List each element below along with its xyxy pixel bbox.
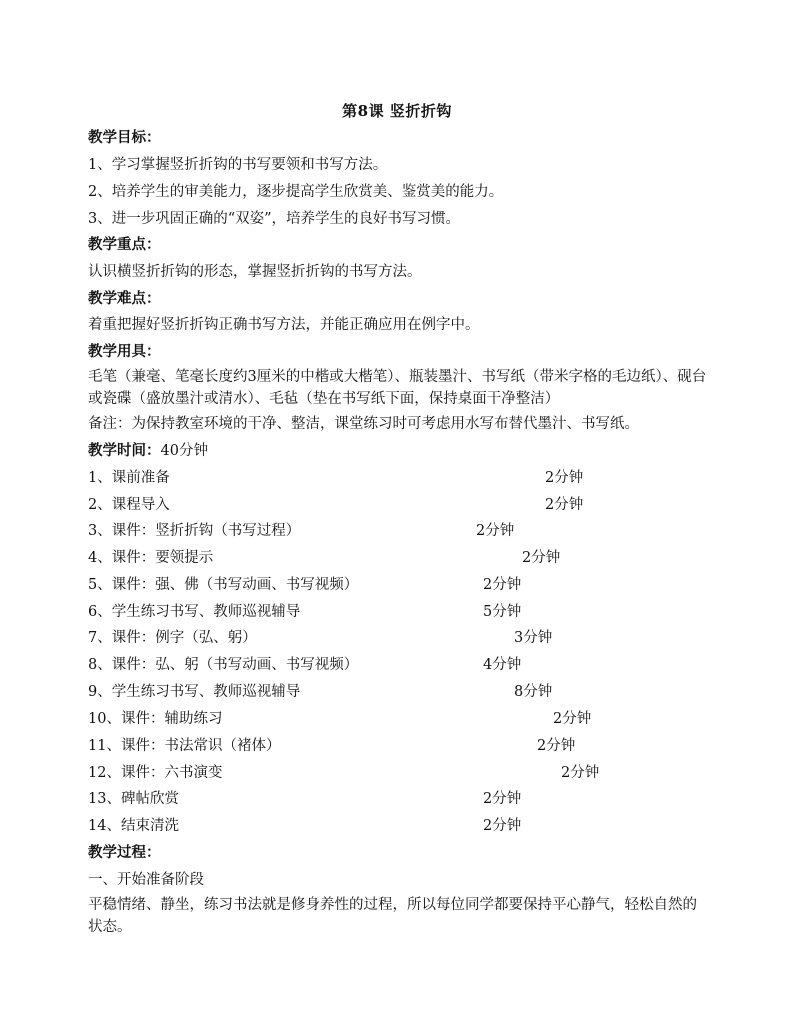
schedule-item-duration: 8分钟 xyxy=(514,684,553,700)
schedule-item-label: 12、课件：六书演变 xyxy=(88,765,223,781)
process-text: 平稳情绪、静坐，练习书法就是修身养性的过程，所以每位同学都要保持平心静气，轻松自然的状态。 xyxy=(88,897,697,935)
schedule-item-duration: 2分钟 xyxy=(476,523,515,539)
schedule-item-label: 14、结束清洗 xyxy=(88,818,179,834)
schedule-item-duration: 2分钟 xyxy=(537,738,576,754)
objective-item: 3、进一步巩固正确的“双姿”，培养学生的良好书写习惯。 xyxy=(88,211,461,227)
schedule-item-label: 10、课件：辅助练习 xyxy=(88,711,223,727)
time-heading: 教学时间： xyxy=(88,442,161,459)
schedule-item-label: 5、课件：强、佛（书写动画、书写视频） xyxy=(88,577,359,593)
schedule-item-label: 6、学生练习书写、教师巡视辅导 xyxy=(88,604,301,620)
key-points-text: 认识横竖折折钩的形态，掌握竖折折钩的书写方法。 xyxy=(88,264,422,280)
schedule-item-label: 11、课件：书法常识（褚体） xyxy=(88,738,281,754)
schedule-item-duration: 5分钟 xyxy=(483,604,522,620)
schedule-item-duration: 2分钟 xyxy=(545,470,584,486)
schedule-item-duration: 2分钟 xyxy=(553,711,592,727)
schedule-item-duration: 2分钟 xyxy=(561,765,600,781)
tools-text: 毛笔（兼毫、笔毫长度约3厘米的中楷或大楷笔）、瓶装墨汁、书写纸（带米字格的毛边纸）、砚台或瓷碟（盛放墨汁或清水）、毛毡（垫在书写纸下面，保持桌面干净整洁） xyxy=(88,369,707,407)
lesson-title: 第8课 竖折折钩 xyxy=(342,102,452,120)
schedule-item-duration: 2分钟 xyxy=(483,818,522,834)
schedule-item-label: 1、课前准备 xyxy=(88,470,170,486)
tools-heading: 教学用具： xyxy=(88,343,161,360)
schedule-item-duration: 2分钟 xyxy=(545,497,584,513)
process-stage: 一、开始准备阶段 xyxy=(88,872,204,888)
process-heading: 教学过程： xyxy=(88,844,161,861)
schedule-item-label: 13、碑帖欣赏 xyxy=(88,791,179,807)
schedule-item-label: 9、学生练习书写、教师巡视辅导 xyxy=(88,684,301,700)
tools-note: 备注：为保持教室环境的干净、整洁，课堂练习时可考虑用水写布替代墨汁、书写纸。 xyxy=(88,416,639,432)
schedule-item-duration: 2分钟 xyxy=(483,577,522,593)
time-total: 40分钟 xyxy=(160,443,208,459)
objective-item: 1、学习掌握竖折折钩的书写要领和书写方法。 xyxy=(88,157,388,173)
objectives-heading: 教学目标： xyxy=(88,129,161,146)
schedule-item-duration: 4分钟 xyxy=(483,657,522,673)
schedule-item-label: 8、课件：弘、躬（书写动画、书写视频） xyxy=(88,657,359,673)
schedule-item-duration: 2分钟 xyxy=(522,550,561,566)
schedule-item-label: 4、课件：要领提示 xyxy=(88,550,214,566)
time-line xyxy=(88,441,208,461)
difficulties-heading: 教学难点： xyxy=(88,290,161,307)
schedule-item-label: 3、课件：竖折折钩（书写过程） xyxy=(88,523,301,539)
key-points-heading: 教学重点： xyxy=(88,236,161,253)
schedule-item-duration: 3分钟 xyxy=(514,630,553,646)
schedule-item-label: 7、课件：例字（弘、躬） xyxy=(88,630,257,646)
schedule-item-label: 2、课程导入 xyxy=(88,497,170,513)
objective-item: 2、培养学生的审美能力，逐步提高学生欣赏美、鉴赏美的能力。 xyxy=(88,184,504,200)
schedule-item-duration: 2分钟 xyxy=(483,791,522,807)
difficulties-text: 着重把握好竖折折钩正确书写方法，并能正确应用在例字中。 xyxy=(88,317,480,333)
